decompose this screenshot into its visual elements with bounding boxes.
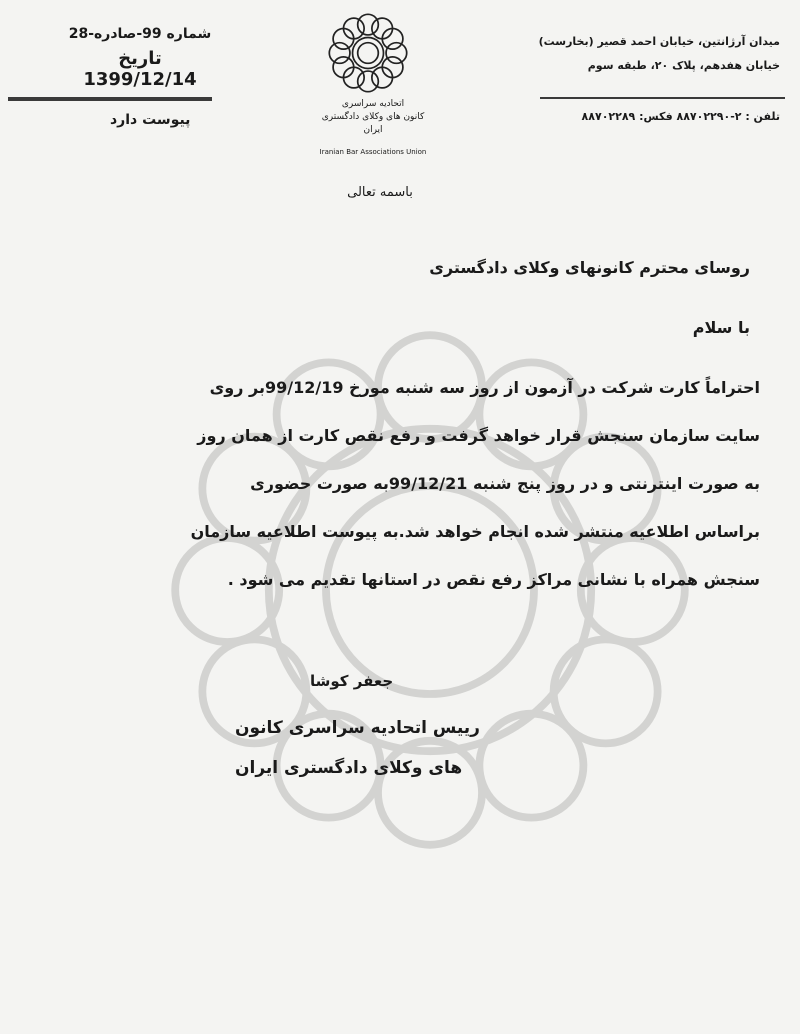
- attachment-note: پیوست دارد: [110, 112, 191, 128]
- letter-number: شماره 99-صادره-28: [68, 26, 212, 42]
- logo-caption-line2: کانون های وکلای دادگستری ایران: [321, 112, 425, 135]
- body-line: به صورت اینترنتی و در روز پنج شنبه 99/12/21به صورت حضوری: [250, 474, 760, 493]
- signer-title-line2: های وکلای دادگستری ایران: [235, 758, 463, 778]
- header-divider-right: [540, 97, 785, 99]
- invocation: باسمه تعالی: [347, 185, 413, 200]
- address-line1: میدان آرژانتین، خیابان احمد قصیر (بخارست): [538, 35, 780, 48]
- body-line: براساس اطلاعیه منتشر شده انجام خواهد شد.به پیوست اطلاعیه سازمان: [190, 522, 760, 541]
- body-line: سنجش همراه با نشانی مراکز رفع نقص در استانها تقدیم می شود .: [227, 570, 760, 589]
- logo-caption-line1: اتحادیه سراسری: [341, 99, 405, 109]
- logo-caption: [318, 98, 428, 137]
- body-line: سایت سازمان سنجش قرار خواهد گرفت و رفع نقص کارت از همان روز: [197, 426, 760, 445]
- header-divider-left: [8, 97, 212, 101]
- address-block: [520, 30, 780, 78]
- contact-numbers: تلفن : ۲-۸۸۷۰۲۲۹۰ فکس: ۸۸۷۰۲۲۸۹: [581, 110, 780, 123]
- greeting: با سلام: [692, 318, 750, 337]
- signer-name: جعفر کوشا: [310, 672, 394, 690]
- addressee: روسای محترم کانونهای وکلای دادگستری: [429, 258, 750, 277]
- letter-date: تاریخ 1399/12/14: [83, 48, 197, 90]
- bar-association-logo-icon: [325, 10, 411, 96]
- logo-caption-english: Iranian Bar Associations Union: [319, 148, 427, 156]
- body-line: احتراماً کارت شرکت در آزمون از روز سه شنبه مورخ 99/12/19بر روی: [209, 378, 760, 397]
- address-line2: خیابان هفدهم، پلاک ۲۰، طبقه سوم: [587, 59, 780, 72]
- letter-body: [80, 364, 760, 604]
- signer-title-line1: رییس اتحادیه سراسری کانون: [235, 718, 480, 738]
- letter-reference-block: [60, 20, 220, 96]
